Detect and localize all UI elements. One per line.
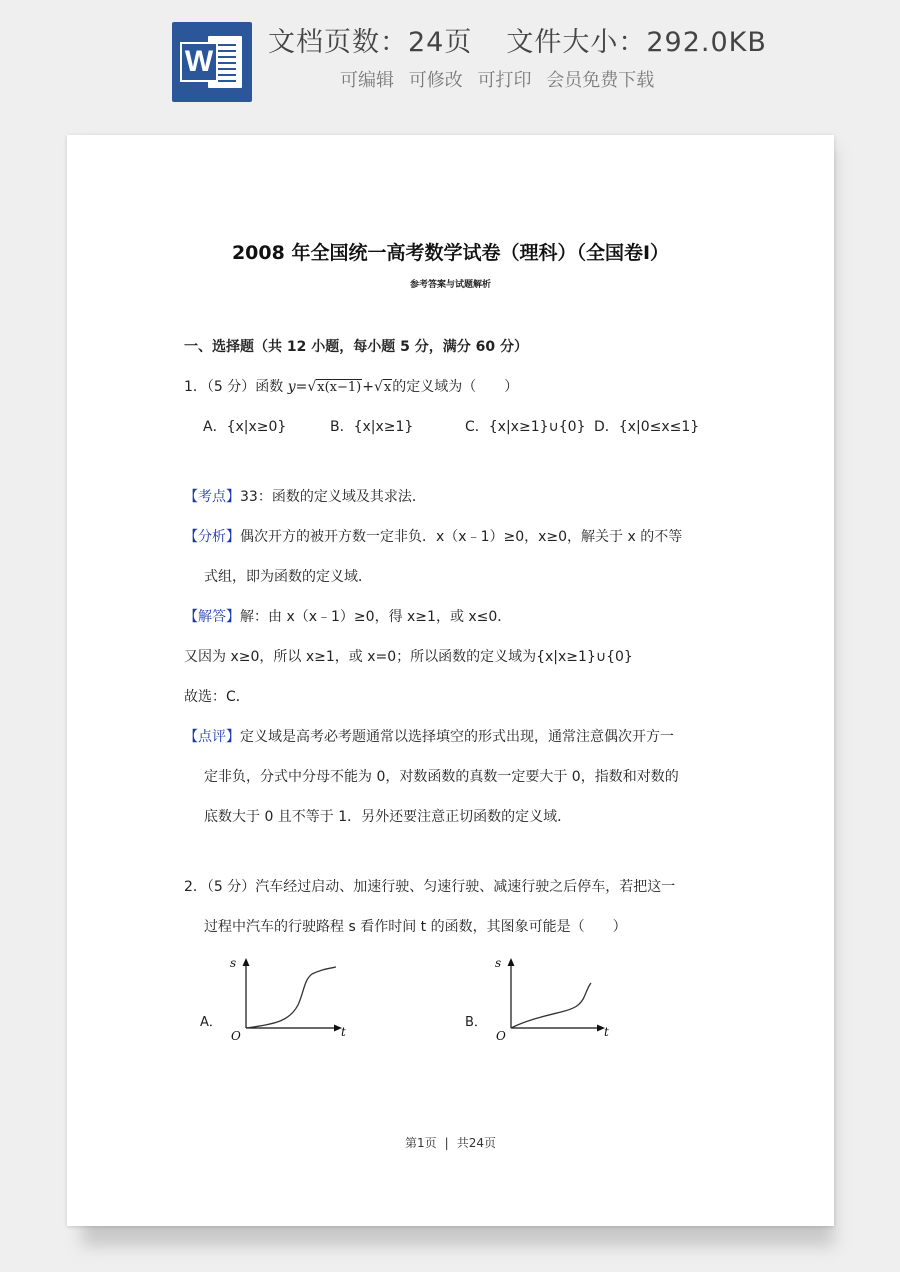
q1-option-b: B．{x|x≥1} xyxy=(330,419,414,435)
feature-printable: 可打印 xyxy=(477,70,532,91)
kaodian-tag: 【考点】 xyxy=(184,489,240,505)
download-header xyxy=(0,0,900,118)
q1-suffix: 的定义域为（ ） xyxy=(392,379,519,395)
q2-option-a-graph xyxy=(200,950,350,1040)
fenxi-text-2: 式组，即为函数的定义域． xyxy=(204,569,372,585)
q1-jieda xyxy=(184,607,511,627)
graph-a-curve xyxy=(246,967,336,1028)
q1-plus: + xyxy=(362,379,374,395)
jieda-tag: 【解答】 xyxy=(184,609,240,625)
q1-option-c: C．{x|x≥1}∪{0} xyxy=(465,419,586,435)
graph-b-curve xyxy=(511,983,591,1028)
kaodian-text: 33：函数的定义域及其求法． xyxy=(240,489,426,505)
q1-radicand-2: x xyxy=(383,380,392,395)
fenxi-tag: 【分析】 xyxy=(184,529,240,545)
section-heading: 一、选择题（共 12 小题，每小题 5 分，满分 60 分） xyxy=(184,339,528,355)
doc-subtitle: 参考答案与试题解析 xyxy=(409,280,491,290)
footer-total-pages: 共24页 xyxy=(456,1136,496,1150)
word-w-letter: W xyxy=(180,42,218,82)
question-2-stem-2: 过程中汽车的行驶路程 s 看作时间 t 的函数，其图象可能是（ ） xyxy=(204,919,627,935)
jieda-text-2: 又因为 x≥0，所以 x≥1，或 x=0；所以函数的定义域为{x|x≥1}∪{0} xyxy=(184,649,633,665)
graph-b-x-label: t xyxy=(604,1025,609,1039)
question-1-stem xyxy=(184,377,518,397)
graph-a-y-arrow xyxy=(243,958,250,966)
q1-options xyxy=(203,417,803,437)
page-footer xyxy=(67,1134,834,1151)
q1-kaodian xyxy=(184,487,426,507)
graph-b-y-arrow xyxy=(508,958,515,966)
dianping-text-3: 底数大于 0 且不等于 1．另外还要注意正切函数的定义域． xyxy=(204,809,572,825)
feature-editable: 可编辑 xyxy=(340,70,394,91)
file-info xyxy=(268,20,767,59)
doc-title: 2008 年全国统一高考数学试卷（理科）（全国卷Ⅰ） xyxy=(231,242,670,264)
sqrt-icon: √ xyxy=(374,379,383,395)
file-size-label: 文件大小：292.0KB xyxy=(506,27,767,58)
q1-fn: y= xyxy=(287,379,308,395)
q1-prefix: 1．（5 分）函数 xyxy=(184,379,288,395)
graph-b-label: B． xyxy=(465,1015,487,1030)
word-doc-icon xyxy=(172,22,252,102)
dianping-text-2: 定非负，分式中分母不能为 0，对数函数的真数一定要大于 0，指数和对数的 xyxy=(204,769,679,785)
dianping-text-1: 定义域是高考必考题通常以选择填空的形式出现，通常注意偶次开方一 xyxy=(240,729,674,745)
q1-dianping xyxy=(184,727,674,747)
q2-option-b-graph xyxy=(465,950,615,1040)
page-count-label: 文档页数：24页 xyxy=(268,27,473,58)
jieda-text-3: 故选：C． xyxy=(184,689,250,705)
graph-a-svg xyxy=(200,950,350,1040)
q1-fenxi xyxy=(184,527,682,547)
feature-free-download: 会员免费下载 xyxy=(546,70,655,91)
q1-option-a: A．{x|x≥0} xyxy=(203,419,287,435)
jieda-text-1: 解：由 x（x﹣1）≥0，得 x≥1，或 x≤0． xyxy=(240,609,512,625)
footer-page-number: 第1页 xyxy=(405,1136,437,1150)
graph-b-origin: O xyxy=(496,1029,506,1040)
footer-separator: | xyxy=(444,1136,449,1150)
graph-a-x-label: t xyxy=(341,1025,346,1039)
graph-b-y-label: s xyxy=(495,956,502,970)
feature-modifiable: 可修改 xyxy=(408,70,463,91)
q1-option-d: D．{x|0≤x≤1} xyxy=(594,419,700,435)
document-page xyxy=(67,135,834,1226)
graph-a-label: A． xyxy=(200,1015,222,1030)
feature-list xyxy=(340,66,663,92)
fenxi-text-1: 偶次开方的被开方数一定非负．x（x﹣1）≥0，x≥0，解关于 x 的不等 xyxy=(240,529,683,545)
q1-radicand-1: x(x−1) xyxy=(317,380,362,395)
question-2-stem-1: 2．（5 分）汽车经过启动、加速行驶、匀速行驶、减速行驶之后停车，若把这一 xyxy=(184,879,676,895)
graph-a-origin: O xyxy=(231,1029,241,1040)
dianping-tag: 【点评】 xyxy=(184,729,240,745)
graph-b-svg xyxy=(465,950,615,1040)
sqrt-icon: √ xyxy=(307,379,317,395)
graph-a-y-label: s xyxy=(230,956,237,970)
